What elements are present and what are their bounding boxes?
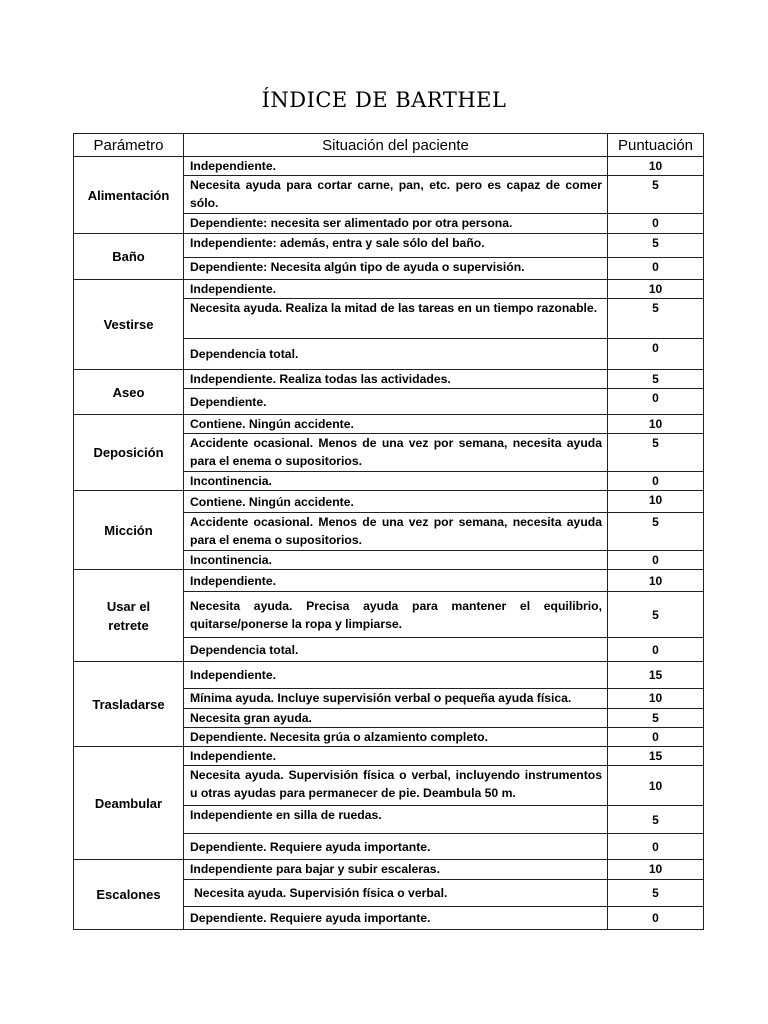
- score-cell: 5: [608, 513, 704, 551]
- barthel-table: [73, 133, 704, 930]
- score-cell: 10: [608, 766, 704, 806]
- score-cell: 5: [608, 880, 704, 907]
- score-cell: 10: [608, 491, 704, 513]
- situation-cell: Incontinencia.: [184, 551, 608, 570]
- header-parametro: Parámetro: [74, 134, 184, 157]
- table-row: [74, 747, 704, 766]
- param-usar-retrete-label: Usar el retrete: [106, 598, 151, 633]
- param-alimentacion: Alimentación: [74, 157, 184, 234]
- header-puntuacion: Puntuación: [608, 134, 704, 157]
- situation-cell: Independiente para bajar y subir escaleras.: [184, 860, 608, 880]
- situation-cell: Independiente en silla de ruedas.: [184, 806, 608, 834]
- score-cell: 0: [608, 389, 704, 415]
- score-cell: 5: [608, 234, 704, 258]
- situation-cell: Necesita ayuda para cortar carne, pan, etc. pero es capaz de comer sólo.: [184, 176, 608, 214]
- situation-cell: Contiene. Ningún accidente.: [184, 491, 608, 513]
- situation-cell: Necesita ayuda. Supervisión física o verbal, incluyendo instrumentos u otras ayudas para permanecer de pie. Deambula 50 m.: [184, 766, 608, 806]
- param-bano: Baño: [74, 234, 184, 280]
- score-cell: 0: [608, 472, 704, 491]
- score-cell: 0: [608, 214, 704, 234]
- param-deposicion: Deposición: [74, 415, 184, 491]
- score-cell: 5: [608, 299, 704, 339]
- situation-cell: Contiene. Ningún accidente.: [184, 415, 608, 434]
- document-title: ÍNDICE DE BARTHEL: [261, 88, 507, 112]
- score-cell: 15: [608, 747, 704, 766]
- score-cell: 5: [608, 434, 704, 472]
- situation-cell: Independiente.: [184, 747, 608, 766]
- table-row: [74, 415, 704, 434]
- param-usar-retrete: [74, 570, 184, 662]
- situation-cell: Mínima ayuda. Incluye supervisión verbal o pequeña ayuda física.: [184, 689, 608, 709]
- situation-cell: Dependencia total.: [184, 638, 608, 662]
- score-cell: 0: [608, 339, 704, 370]
- table-row: [74, 234, 704, 258]
- table-row: [74, 570, 704, 592]
- score-cell: 5: [608, 370, 704, 389]
- score-cell: 0: [608, 834, 704, 860]
- score-cell: 5: [608, 592, 704, 638]
- table-row: [74, 370, 704, 389]
- param-aseo: Aseo: [74, 370, 184, 415]
- score-cell: 5: [608, 176, 704, 214]
- score-cell: 15: [608, 662, 704, 689]
- param-deambular: Deambular: [74, 747, 184, 860]
- situation-cell: Necesita ayuda. Supervisión física o verbal.: [184, 880, 608, 907]
- score-cell: 10: [608, 689, 704, 709]
- situation-cell: Necesita ayuda. Realiza la mitad de las tareas en un tiempo razonable.: [184, 299, 608, 339]
- situation-cell: Independiente.: [184, 157, 608, 176]
- param-vestirse: Vestirse: [74, 280, 184, 370]
- score-cell: 10: [608, 860, 704, 880]
- header-situacion: Situación del paciente: [184, 134, 608, 157]
- situation-cell: Necesita gran ayuda.: [184, 709, 608, 728]
- situation-cell: Independiente.: [184, 662, 608, 689]
- situation-cell: Dependiente.: [184, 389, 608, 415]
- situation-cell: Incontinencia.: [184, 472, 608, 491]
- score-cell: 0: [608, 728, 704, 747]
- score-cell: 10: [608, 570, 704, 592]
- table-row: [74, 280, 704, 299]
- situation-cell: Necesita ayuda. Precisa ayuda para mantener el equilibrio, quitarse/ponerse la ropa y limpiarse.: [184, 592, 608, 638]
- header-row: [74, 134, 704, 157]
- param-miccion: Micción: [74, 491, 184, 570]
- param-trasladarse: Trasladarse: [74, 662, 184, 747]
- score-cell: 0: [608, 638, 704, 662]
- situation-cell: Independiente.: [184, 570, 608, 592]
- situation-cell: Dependiente. Necesita grúa o alzamiento completo.: [184, 728, 608, 747]
- table-row: [74, 860, 704, 880]
- score-cell: 10: [608, 157, 704, 176]
- situation-cell: Dependiente. Requiere ayuda importante.: [184, 907, 608, 930]
- situation-cell: Dependiente. Requiere ayuda importante.: [184, 834, 608, 860]
- situation-cell: Accidente ocasional. Menos de una vez por semana, necesita ayuda para el enema o supositorios.: [184, 513, 608, 551]
- situation-cell: Dependencia total.: [184, 339, 608, 370]
- score-cell: 0: [608, 551, 704, 570]
- table-row: [74, 157, 704, 176]
- score-cell: 10: [608, 415, 704, 434]
- score-cell: 0: [608, 258, 704, 280]
- table-row: [74, 662, 704, 689]
- score-cell: 5: [608, 806, 704, 834]
- score-cell: 0: [608, 907, 704, 930]
- situation-cell: Independiente.: [184, 280, 608, 299]
- situation-cell: Dependiente: necesita ser alimentado por otra persona.: [184, 214, 608, 234]
- score-cell: 10: [608, 280, 704, 299]
- score-cell: 5: [608, 709, 704, 728]
- param-escalones: Escalones: [74, 860, 184, 930]
- situation-cell: Independiente: además, entra y sale sólo del baño.: [184, 234, 608, 258]
- situation-cell: Dependiente: Necesita algún tipo de ayuda o supervisión.: [184, 258, 608, 280]
- situation-cell: Accidente ocasional. Menos de una vez por semana, necesita ayuda para el enema o supositorios.: [184, 434, 608, 472]
- table-row: [74, 491, 704, 513]
- situation-cell: Independiente. Realiza todas las actividades.: [184, 370, 608, 389]
